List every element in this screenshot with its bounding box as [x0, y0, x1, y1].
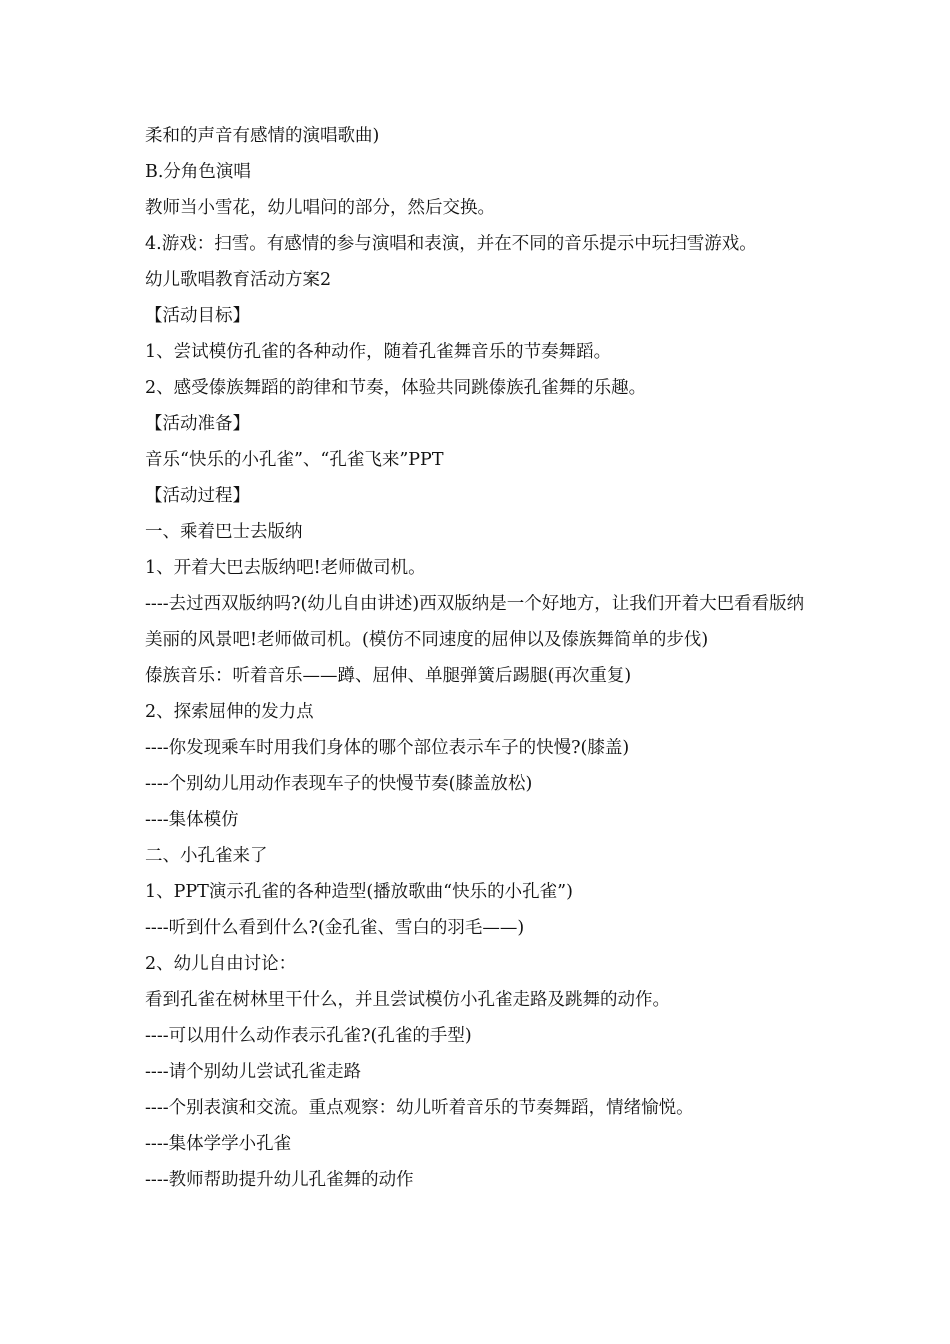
text-line: 2、探索屈伸的发力点	[145, 702, 314, 722]
section-heading: 【活动目标】	[145, 306, 250, 326]
section-heading: 【活动过程】	[145, 486, 250, 506]
text-line: ----个别表演和交流。重点观察：幼儿听着音乐的节奏舞蹈，情绪愉悦。	[145, 1098, 694, 1118]
subsection-heading: 一、乘着巴士去版纳	[145, 522, 303, 542]
section-heading: 【活动准备】	[145, 414, 250, 434]
text-line: B.分角色演唱	[145, 162, 251, 182]
text-line: ----请个别幼儿尝试孔雀走路	[145, 1062, 362, 1082]
text-line: 柔和的声音有感情的演唱歌曲)	[145, 126, 380, 146]
text-line: ----听到什么看到什么?(金孔雀、雪白的羽毛——)	[145, 918, 525, 938]
text-line: 1、开着大巴去版纳吧!老师做司机。	[145, 558, 426, 578]
text-line: ----教师帮助提升幼儿孔雀舞的动作	[145, 1170, 414, 1190]
text-line: 看到孔雀在树林里干什么，并且尝试模仿小孔雀走路及跳舞的动作。	[145, 990, 670, 1010]
document-body	[145, 118, 815, 1198]
text-line: 4.游戏：扫雪。有感情的参与演唱和表演，并在不同的音乐提示中玩扫雪游戏。	[145, 234, 757, 254]
text-line: ----个别幼儿用动作表现车子的快慢节奏(膝盖放松)	[145, 774, 533, 794]
text-line: 2、幼儿自由讨论：	[145, 954, 297, 974]
text-line: ----可以用什么动作表示孔雀?(孔雀的手型)	[145, 1026, 472, 1046]
text-paragraph: ----去过西双版纳吗?(幼儿自由讲述)西双版纳是一个好地方，让我们开着大巴看看版纳美丽的风景吧!老师做司机。(模仿不同速度的屈伸以及傣族舞简单的步伐)	[145, 594, 805, 650]
subsection-heading: 二、小孔雀来了	[145, 846, 268, 866]
section-title: 幼儿歌唱教育活动方案2	[145, 270, 332, 290]
text-line: ----集体模仿	[145, 810, 239, 830]
text-line: 1、PPT演示孔雀的各种造型(播放歌曲“快乐的小孔雀”)	[145, 882, 573, 902]
text-line: 傣族音乐：听着音乐——蹲、屈伸、单腿弹簧后踢腿(再次重复)	[145, 666, 632, 686]
text-line: 音乐“快乐的小孔雀”、“孔雀飞来”PPT	[145, 450, 444, 470]
text-line: ----集体学学小孔雀	[145, 1134, 292, 1154]
text-line: ----你发现乘车时用我们身体的哪个部位表示车子的快慢?(膝盖)	[145, 738, 630, 758]
text-line: 1、尝试模仿孔雀的各种动作，随着孔雀舞音乐的节奏舞蹈。	[145, 342, 612, 362]
text-line: 教师当小雪花，幼儿唱问的部分，然后交换。	[145, 198, 495, 218]
text-line: 2、感受傣族舞蹈的韵律和节奏，体验共同跳傣族孔雀舞的乐趣。	[145, 378, 647, 398]
